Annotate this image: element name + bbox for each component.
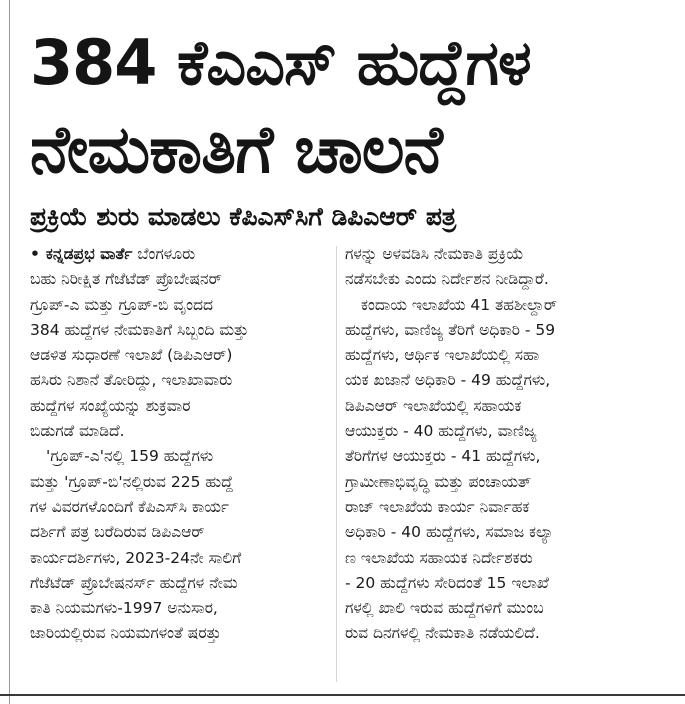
- body-line: 'ಗ್ರೂಪ್-ಎ'ನಲ್ಲಿ 159 ಹುದ್ದೆಗಳು: [46, 447, 214, 466]
- body-line: ಕಂದಾಯ ಇಲಾಖೆಯ 41 ತಹಶೀಲ್ದಾರ್: [361, 295, 558, 314]
- body-line: ಆಡಳಿತ ಸುಧಾರಣೆ ಇಲಾಖೆ (ಡಿಪಿಎಆರ್): [30, 346, 233, 365]
- body-line: ಗ್ರಾಮೀಣಾಭಿವೃದ್ಧಿ ಮತ್ತು ಪಂಚಾಯತ್: [345, 472, 532, 491]
- article-column-right: [345, 242, 641, 647]
- body-line: ಗೆಜೆಟೆಡ್ ಪ್ರೊಬೇಷನರ್ಸ್ ಹುದ್ದೆಗಳ ನೇಮ: [30, 573, 238, 592]
- byline: [30, 242, 328, 267]
- body-line: ಗ್ರೂಪ್-ಎ ಮತ್ತು ಗ್ರೂಪ್-ಬಿ ವೃಂದದ: [30, 295, 214, 314]
- body-line: ಡಿಪಿಎಆರ್ ಇಲಾಖೆಯಲ್ಲಿ ಸಹಾಯಕ: [345, 396, 522, 415]
- body-line: ನಡೆಸಬೇಕು ಎಂದು ನಿರ್ದೇಶನ ನೀಡಿದ್ದಾರೆ.: [345, 270, 549, 289]
- body-line: ಯಕ ಖಜಾನೆ ಅಧಿಕಾರಿ - 49 ಹುದ್ದೆಗಳು,: [345, 371, 551, 390]
- body-line: ಗಳನ್ನು ಅಳವಡಿಸಿ ನೇಮಕಾತಿ ಪ್ರಕ್ರಿಯೆ: [345, 245, 524, 263]
- body-line: ಮತ್ತು 'ಗ್ರೂಪ್-ಬಿ'ನಲ್ಲಿರುವ 225 ಹುದ್ದೆ: [30, 472, 234, 491]
- byline-place: ಬೆಂಗಳೂರು: [137, 245, 196, 263]
- body-line: ಹಸಿರು ನಿಶಾನೆ ತೋರಿದ್ದು, ಇಲಾಖಾವಾರು: [30, 371, 233, 390]
- body-line: 384 ಹುದ್ದೆಗಳ ನೇಮಕಾತಿಗೆ ಸಿಬ್ಬಂದಿ ಮತ್ತು: [30, 320, 249, 339]
- body-line: ಣ ಇಲಾಖೆಯ ಸಹಾಯಕ ನಿರ್ದೇಶಕರು: [345, 548, 533, 567]
- headline-line-1: 384 ಕೆಎಎಸ್ ಹುದ್ದೆಗಳ: [30, 26, 531, 99]
- body-line: ಅಧಿಕಾರಿ - 40 ಹುದ್ದೆಗಳು, ಸಮಾಜ ಕಲ್ಯಾ: [345, 523, 554, 542]
- body-line: ಜಾರಿಯಲ್ಲಿರುವ ನಿಯಮಗಳಂತೆ ಷರತ್ತು: [30, 624, 221, 643]
- body-line: ಗಳ ವಿವರಗಳೊಂದಿಗೆ ಕೆಪಿಎಸ್‌ಸಿ ಕಾರ್ಯ: [30, 497, 229, 516]
- article-column-left: [30, 242, 328, 647]
- body-line: ದರ್ಶಿಗೆ ಪತ್ರ ಬರೆದಿರುವ ಡಿಪಿಎಆರ್: [30, 523, 205, 542]
- byline-source: ಕನ್ನಡಪ್ರಭ ವಾರ್ತೆ: [45, 245, 133, 263]
- body-line: ಕಾತಿ ನಿಯಮಗಳು-1997 ಅನುಸಾರ,: [30, 599, 218, 618]
- body-line: ಆಯುಕ್ತರು - 40 ಹುದ್ದೆಗಳು, ವಾಣಿಜ್ಯ: [345, 422, 537, 441]
- body-line: ರುವ ದಿನಗಳಲ್ಲಿ ನೇಮಕಾತಿ ನಡೆಯಲಿದೆ.: [345, 624, 540, 643]
- body-line: ಬಹು ನಿರೀಕ್ಷಿತ ಗೆಜೆಟೆಡ್ ಪ್ರೊಬೇಷನರ್: [30, 270, 222, 289]
- body-line: ಬಿಡುಗಡೆ ಮಾಡಿದೆ.: [30, 422, 125, 441]
- bullet-icon: •: [30, 245, 40, 263]
- column-divider: [336, 246, 337, 682]
- body-line: ರಾಜ್ ಇಲಾಖೆಯ ಕಾರ್ಯ ನಿರ್ವಾಹಕ: [345, 497, 530, 516]
- body-line: ಹುದ್ದೆಗಳ ಸಂಖ್ಯೆಯನ್ನು ಶುಕ್ರವಾರ: [30, 396, 191, 415]
- body-line: ಹುದ್ದೆಗಳು, ಆರ್ಥಿಕ ಇಲಾಖೆಯಲ್ಲಿ ಸಹಾ: [345, 346, 540, 365]
- body-line: ಕಾರ್ಯದರ್ಶಿಗಳು, 2023-24ನೇ ಸಾಲಿಗೆ: [30, 548, 242, 567]
- subheadline: ಪ್ರಕ್ರಿಯೆ ಶುರು ಮಾಡಲು ಕೆಪಿಎಸ್‌ಸಿಗೆ ಡಿಪಿಎಆರ್ ಪತ್ರ: [30, 202, 457, 231]
- body-line: ತೆರಿಗೆಗಳ ಆಯುಕ್ತರು - 41 ಹುದ್ದೆಗಳು,: [345, 447, 541, 466]
- body-line: ಗಳಲ್ಲಿ ಖಾಲಿ ಇರುವ ಹುದ್ದೆಗಳಿಗೆ ಮುಂಬ: [345, 599, 544, 618]
- headline-line-2: ನೇಮಕಾತಿಗೆ ಚಾಲನೆ: [30, 111, 442, 188]
- bottom-rule: [0, 694, 685, 696]
- left-margin-rule: [9, 0, 10, 704]
- body-line: - 20 ಹುದ್ದೆಗಳು ಸೇರಿದಂತೆ 15 ಇಲಾಖೆ: [345, 573, 549, 592]
- body-line: ಹುದ್ದೆಗಳು, ವಾಣಿಜ್ಯ ತೆರಿಗೆ ಅಧಿಕಾರಿ - 59: [345, 320, 556, 339]
